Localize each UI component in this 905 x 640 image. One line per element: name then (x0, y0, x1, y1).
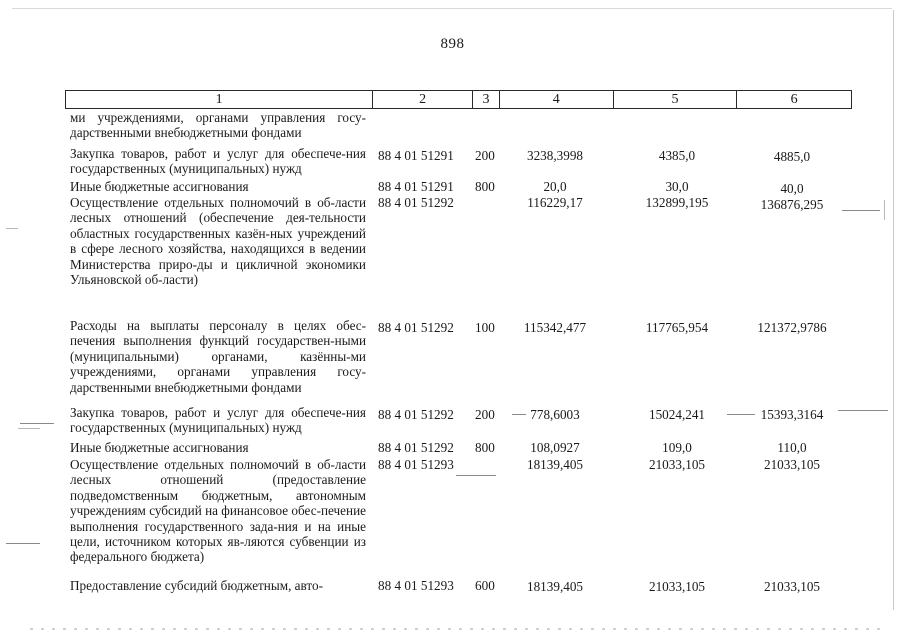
row-code: 88 4 01 51291 (378, 148, 454, 163)
row-description: Закупка товаров, работ и услуг для обеспече-ния государственных (муниципальных) нужд (70, 146, 366, 177)
row-expense-type: 600 (475, 578, 495, 593)
row-value-col5: 21033,105 (648, 457, 706, 472)
row-value-col5: 4385,0 (658, 148, 696, 163)
pen-mark (20, 423, 54, 424)
row-value-col4: 20,0 (543, 179, 567, 194)
row-expense-type: 200 (475, 148, 495, 163)
column-header-2: 2 (373, 91, 473, 108)
column-header-1: 1 (66, 91, 373, 108)
row-expense-type: 800 (475, 440, 495, 455)
row-value-col5: 15024,241 (648, 407, 706, 422)
row-value-col4: 778,6003 (530, 407, 580, 422)
row-code: 88 4 01 51291 (378, 179, 454, 194)
row-code: 88 4 01 51292 (378, 407, 454, 422)
row-value-col5: 132899,195 (645, 195, 709, 210)
row-value-col5: 30,0 (665, 179, 689, 194)
row-value-col5: 117765,954 (645, 320, 709, 335)
row-value-col4: 116229,17 (527, 195, 583, 210)
pen-mark (6, 228, 18, 229)
pen-mark (842, 210, 880, 211)
pen-mark (512, 414, 526, 415)
row-value-col6: 110,0 (777, 440, 807, 455)
pen-mark (727, 414, 755, 415)
row-expense-type: 200 (475, 407, 495, 422)
row-value-col6: 136876,295 (760, 197, 824, 212)
row-value-col4: 108,0927 (530, 440, 580, 455)
row-value-col4: 18139,405 (526, 579, 584, 594)
row-value-col6: 21033,105 (763, 579, 821, 594)
row-expense-type: 800 (475, 179, 495, 194)
pen-mark (18, 428, 40, 429)
row-code: 88 4 01 51292 (378, 440, 454, 455)
row-code: 88 4 01 51292 (378, 195, 454, 210)
row-value-col6: 4885,0 (773, 149, 811, 164)
row-description: Предоставление субсидий бюджетным, авто- (70, 578, 323, 593)
row-code: 88 4 01 51293 (378, 578, 454, 593)
pen-mark (6, 543, 40, 544)
row-description: Закупка товаров, работ и услуг для обеспече-ния государственных (муниципальных) нужд (70, 405, 366, 436)
scan-dots (30, 628, 880, 630)
row-value-col4: 115342,477 (523, 320, 587, 335)
column-header-6: 6 (790, 92, 798, 107)
row-description: Расходы на выплаты персоналу в целях обес-печения выполнения функций государствен-ными (муниципальными) органами, казённы-ми учреждениями, органами управления госу-дарственными внебюджетными фондами (70, 318, 366, 395)
row-description: ми учреждениями, органами управления госу-дарственными внебюджетными фондами (70, 110, 366, 141)
page-number: 898 (440, 36, 465, 52)
row-value-col6: 21033,105 (763, 457, 821, 472)
pen-mark (838, 410, 888, 411)
row-value-col6: 121372,9786 (757, 320, 827, 335)
row-value-col5: 21033,105 (648, 579, 706, 594)
row-description: Иные бюджетные ассигнования (70, 179, 249, 194)
row-value-col5: 109,0 (662, 440, 692, 455)
column-header-4: 4 (500, 91, 614, 108)
row-description: Иные бюджетные ассигнования (70, 440, 249, 455)
column-header-3: 3 (473, 91, 500, 108)
row-code: 88 4 01 51292 (378, 320, 454, 335)
row-expense-type: 100 (475, 320, 495, 335)
row-value-col4: 3238,3998 (526, 148, 584, 163)
pen-mark (884, 200, 885, 220)
column-header-5: 5 (614, 91, 738, 108)
row-description: Осуществление отдельных полномочий в об-ласти лесных отношений (предоставление подведомственным бюджетным, автономным учреждениям субсидий на финансовое обес-печение выполнения государственного зада-ния и на иные цели, источником которых яв-ляются субвенции из федерального бюджета) (70, 457, 366, 565)
row-value-col6: 15393,3164 (760, 407, 824, 422)
row-value-col4: 18139,405 (526, 457, 584, 472)
row-code: 88 4 01 51293 (378, 457, 454, 472)
row-description: Осуществление отдельных полномочий в об-ласти лесных отношений (обеспечение дея-тельности областных государственных казён-ных учреждений в сфере лесного хозяйства, находящихся в ведении Министерства приро-ды и цикличной экономики Ульяновской об-ласти) (70, 195, 366, 288)
row-value-col6: 40,0 (780, 181, 804, 196)
pen-mark (456, 475, 496, 476)
